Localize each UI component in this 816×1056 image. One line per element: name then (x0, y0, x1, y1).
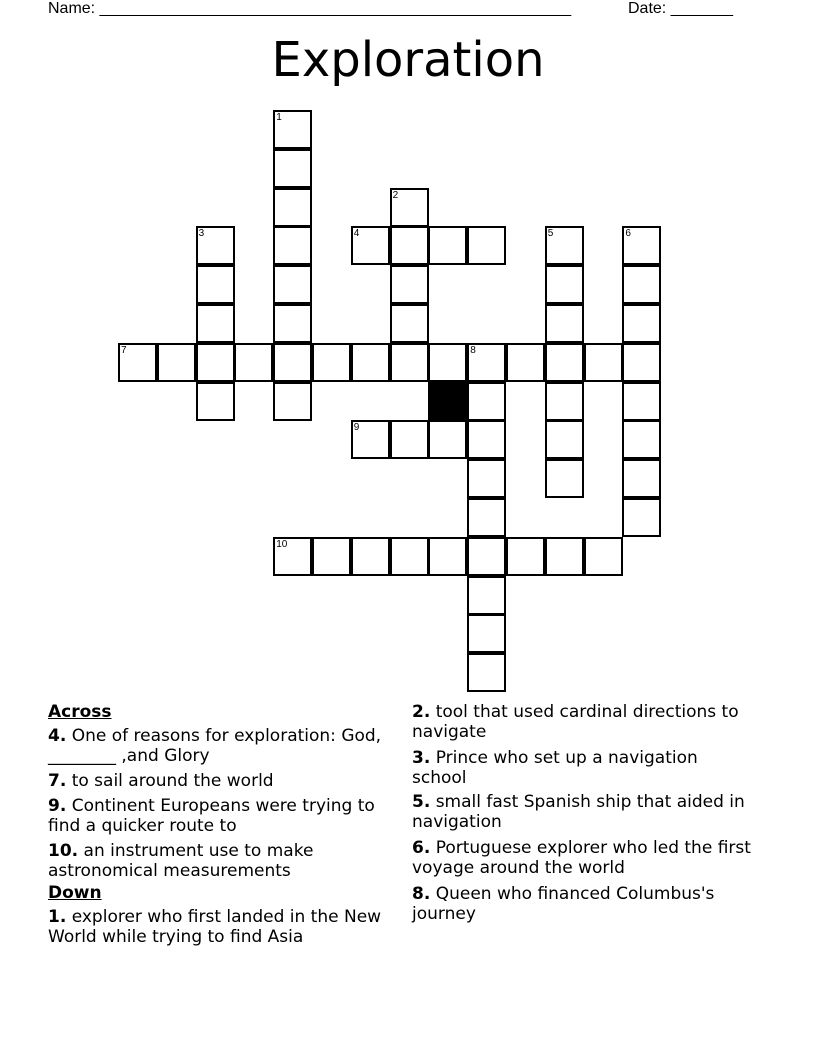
crossword-cell[interactable] (196, 304, 235, 343)
clues-left-column (48, 702, 388, 952)
crossword-cell[interactable] (273, 265, 312, 304)
crossword-cell[interactable] (467, 614, 506, 653)
clue-number: 4 (353, 228, 360, 240)
crossword-cell[interactable] (506, 537, 545, 576)
name-field-label: Name: _____________________________________________________ (48, 0, 572, 17)
clue-number: 10 (276, 538, 288, 550)
crossword-cell[interactable] (545, 382, 584, 421)
crossword-cell[interactable] (622, 382, 661, 421)
clue-across-7: 7. to sail around the world (48, 771, 274, 791)
down-heading: Down (48, 883, 102, 903)
crossword-cell[interactable] (234, 343, 273, 382)
crossword-cell[interactable] (273, 188, 312, 227)
crossword-cell[interactable] (467, 653, 506, 692)
crossword-cell[interactable] (545, 304, 584, 343)
clue-down-1: 1. explorer who first landed in the New World while trying to find Asia (48, 907, 382, 947)
crossword-cell[interactable] (467, 420, 506, 459)
clue-down-2: 2. tool that used cardinal directions to navigate (412, 702, 739, 742)
crossword-cell[interactable] (428, 420, 467, 459)
clue-number: 7 (121, 344, 127, 356)
crossword-cell[interactable] (390, 265, 429, 304)
crossword-cell[interactable] (545, 420, 584, 459)
crossword-cell[interactable] (622, 265, 661, 304)
crossword-cell[interactable] (390, 304, 429, 343)
crossword-black-cell (428, 382, 467, 421)
crossword-cell[interactable] (545, 265, 584, 304)
crossword-cell[interactable] (428, 226, 467, 265)
across-heading: Across (48, 702, 112, 722)
crossword-cell[interactable] (467, 226, 506, 265)
crossword-cell[interactable] (428, 343, 467, 382)
crossword-cell[interactable] (545, 537, 584, 576)
clue-down-5: 5. small fast Spanish ship that aided in navigation (412, 792, 745, 832)
crossword-cell[interactable] (273, 343, 312, 382)
crossword-cell[interactable] (196, 265, 235, 304)
crossword-cell[interactable] (545, 343, 584, 382)
clue-down-8: 8. Queen who financed Columbus's journey (412, 884, 715, 924)
page-title: Exploration (271, 32, 545, 88)
clue-number: 3 (198, 228, 205, 240)
crossword-cell[interactable] (157, 343, 196, 382)
clue-number: 9 (353, 422, 360, 434)
clue-number: 2 (392, 189, 399, 201)
crossword-cell[interactable] (467, 498, 506, 537)
crossword-cell[interactable] (351, 343, 390, 382)
crossword-cell[interactable] (196, 343, 235, 382)
crossword-cell[interactable] (390, 537, 429, 576)
clue-down-3: 3. Prince who set up a navigation school (412, 748, 698, 788)
crossword-cell[interactable] (273, 382, 312, 421)
crossword-cell[interactable] (351, 537, 390, 576)
crossword-cell[interactable] (196, 382, 235, 421)
crossword-cell[interactable] (390, 343, 429, 382)
crossword-cell[interactable] (390, 226, 429, 265)
crossword-cell[interactable] (467, 459, 506, 498)
crossword-cell[interactable] (584, 343, 623, 382)
crossword-cell[interactable] (622, 498, 661, 537)
clue-across-4: 4. One of reasons for exploration: God, ________ ,and Glory (48, 726, 382, 766)
crossword-cell[interactable] (312, 537, 351, 576)
crossword-cell[interactable] (273, 149, 312, 188)
clue-number: 8 (470, 344, 476, 356)
clue-number: 1 (276, 112, 282, 123)
clue-across-9: 9. Continent Europeans were trying to find a quicker route to (48, 796, 375, 836)
crossword-cell[interactable] (467, 576, 506, 615)
crossword-cell[interactable] (467, 382, 506, 421)
clue-across-10: 10. an instrument use to make astronomical measurements (48, 841, 314, 881)
crossword-cell[interactable] (312, 343, 351, 382)
crossword-cell[interactable] (506, 343, 545, 382)
crossword-cell[interactable] (428, 537, 467, 576)
clue-number: 6 (625, 228, 631, 240)
crossword-cell[interactable] (584, 537, 623, 576)
crossword-cell[interactable] (622, 459, 661, 498)
crossword-cell[interactable] (622, 343, 661, 382)
crossword-cell[interactable] (390, 420, 429, 459)
clues-right-column (412, 702, 757, 929)
crossword-cell[interactable] (467, 537, 506, 576)
crossword-cell[interactable] (273, 304, 312, 343)
crossword-cell[interactable] (545, 459, 584, 498)
clue-down-6: 6. Portuguese explorer who led the first voyage around the world (412, 838, 751, 878)
crossword-cell[interactable] (622, 420, 661, 459)
date-field-label: Date: _______ (628, 0, 733, 17)
crossword-cell[interactable] (622, 304, 661, 343)
clue-number: 5 (547, 228, 554, 240)
crossword-cell[interactable] (273, 226, 312, 265)
